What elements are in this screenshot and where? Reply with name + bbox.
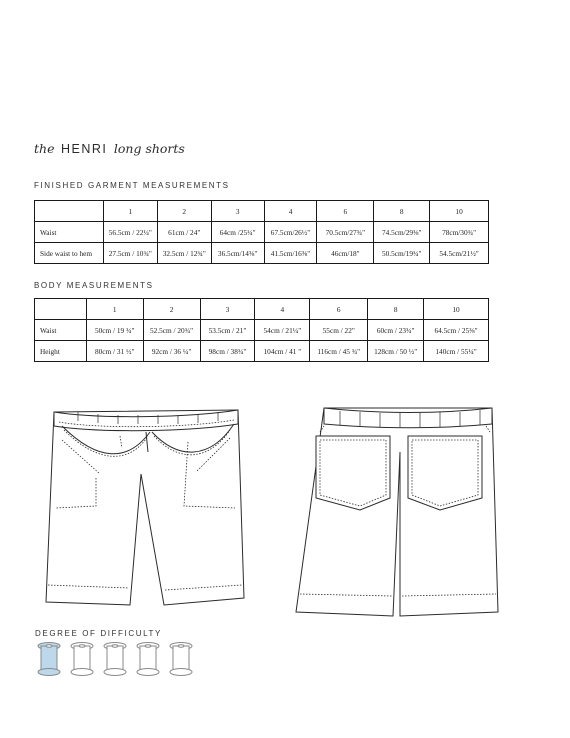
body-measurements-heading: BODY MEASUREMENTS	[34, 281, 154, 290]
size-header: 1	[103, 201, 157, 222]
table-cell: 55cm / 22"	[310, 320, 368, 341]
table-header-row	[35, 299, 489, 320]
table-cell: 128cm / 50 ½"	[368, 341, 424, 362]
spool-icon	[170, 643, 192, 676]
size-header: 1	[86, 299, 143, 320]
table-cell: 64cm /25¼"	[211, 222, 264, 243]
table-cell: 104cm / 41 "	[255, 341, 310, 362]
shorts-back-illustration	[290, 402, 512, 620]
size-header: 4	[264, 201, 317, 222]
table-row	[35, 341, 489, 362]
table-row	[35, 320, 489, 341]
difficulty-heading: DEGREE OF DIFFICULTY	[35, 629, 162, 638]
title-prefix: the	[34, 141, 55, 156]
table-cell: 41.5cm/16⅜"	[264, 243, 317, 264]
table-cell: 92cm / 36 ¼"	[143, 341, 200, 362]
table-cell: 116cm / 45 ¾"	[310, 341, 368, 362]
row-label: Waist	[35, 320, 87, 341]
finished-measurements-table	[34, 200, 489, 264]
table-cell: 67.5cm/26½"	[264, 222, 317, 243]
table-cell	[35, 201, 104, 222]
table-cell: 56.5cm / 22¼"	[103, 222, 157, 243]
size-header: 10	[430, 201, 489, 222]
table-cell: 46cm/18"	[317, 243, 374, 264]
table-cell: 74.5cm/29⅜"	[374, 222, 430, 243]
table-cell: 64.5cm / 25⅜"	[424, 320, 489, 341]
table-cell: 80cm / 31 ½"	[86, 341, 143, 362]
spool-icon	[71, 643, 93, 676]
size-header: 2	[157, 201, 211, 222]
row-label: Side waist to hem	[35, 243, 104, 264]
size-header: 10	[424, 299, 489, 320]
size-header: 3	[211, 201, 264, 222]
spool-icon	[38, 643, 60, 676]
table-cell: 60cm / 23¾"	[368, 320, 424, 341]
size-header: 2	[143, 299, 200, 320]
spool-icon	[104, 643, 126, 676]
table-cell: 70.5cm/27¾"	[317, 222, 374, 243]
title-suffix: long shorts	[113, 141, 185, 156]
size-header: 3	[200, 299, 255, 320]
table-cell: 61cm / 24"	[157, 222, 211, 243]
size-header: 8	[374, 201, 430, 222]
size-header: 8	[368, 299, 424, 320]
table-cell: 27.5cm / 10¾"	[103, 243, 157, 264]
size-header: 6	[317, 201, 374, 222]
table-cell: 50cm / 19 ¾"	[86, 320, 143, 341]
table-header-row	[35, 201, 489, 222]
table-cell: 54cm / 21¼"	[255, 320, 310, 341]
table-cell: 54.5cm/21½"	[430, 243, 489, 264]
pattern-title	[34, 141, 185, 158]
spool-icon	[137, 643, 159, 676]
table-cell: 36.5cm/14⅜"	[211, 243, 264, 264]
table-cell: 78cm/30¾"	[430, 222, 489, 243]
table-cell: 52.5cm / 20¾"	[143, 320, 200, 341]
body-measurements-table	[34, 298, 489, 362]
finished-measurements-heading: FINISHED GARMENT MEASUREMENTS	[34, 181, 230, 190]
table-cell: 50.5cm/19¾"	[374, 243, 430, 264]
row-label: Waist	[35, 222, 104, 243]
table-cell: 98cm / 38¾"	[200, 341, 255, 362]
size-header: 4	[255, 299, 310, 320]
table-row	[35, 222, 489, 243]
table-cell: 140cm / 55¼"	[424, 341, 489, 362]
table-cell: 53.5cm / 21"	[200, 320, 255, 341]
table-cell	[35, 299, 87, 320]
table-row	[35, 243, 489, 264]
size-header: 6	[310, 299, 368, 320]
row-label: Height	[35, 341, 87, 362]
shorts-front-illustration	[38, 402, 248, 618]
table-cell: 32.5cm / 12¾"	[157, 243, 211, 264]
title-name: HENRI	[60, 142, 108, 156]
difficulty-rating	[36, 641, 200, 681]
